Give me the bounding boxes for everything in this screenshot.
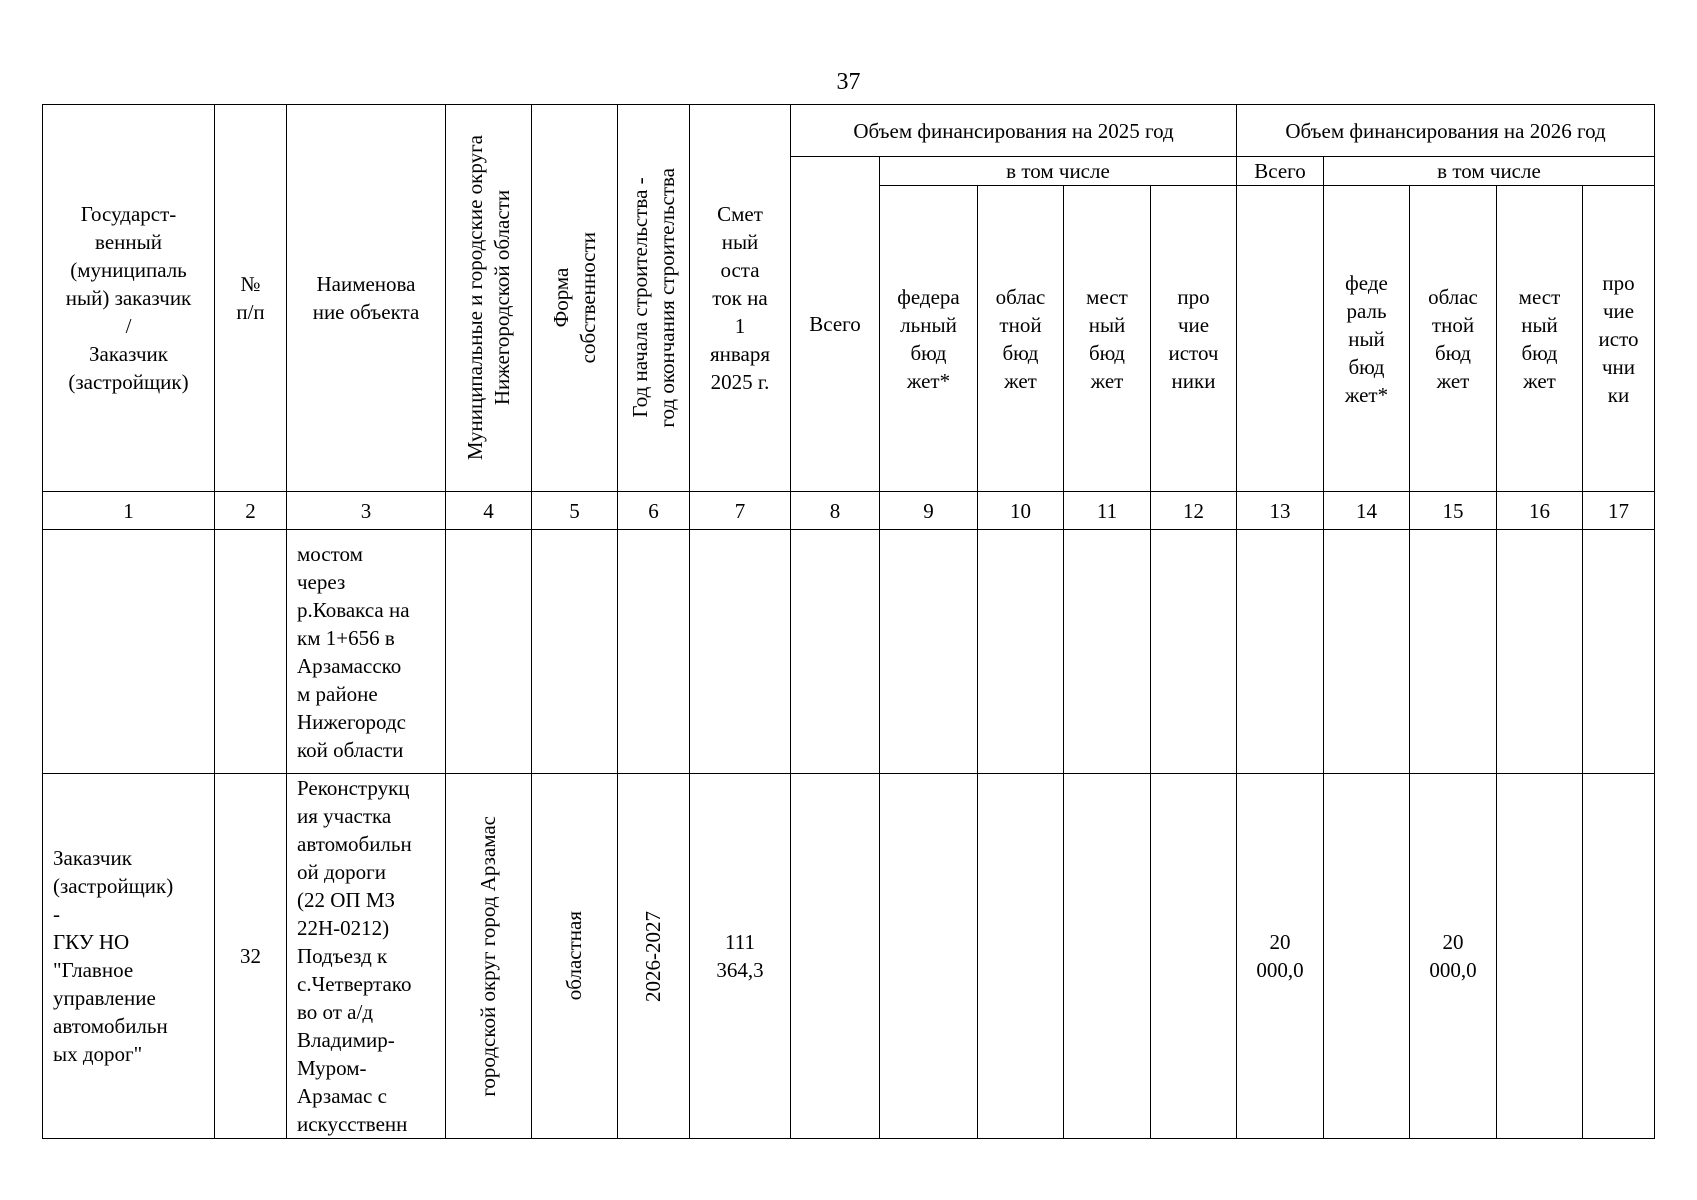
header-years-cell — [618, 105, 690, 492]
column-number: 10 — [978, 492, 1064, 530]
header-ownership-cell — [532, 105, 618, 492]
row-years: 2026-2027 — [641, 910, 665, 1002]
header-fed-2025: федера льный бюд жет* — [880, 186, 978, 492]
header-number: № п/п — [215, 105, 287, 492]
row-years — [618, 530, 690, 774]
column-number: 14 — [1324, 492, 1410, 530]
row-ownership: областная — [562, 911, 586, 1001]
row-fed-2026 — [1324, 530, 1410, 774]
column-number: 17 — [1583, 492, 1655, 530]
header-years: Год начала строительства - год окончания строительства — [627, 168, 679, 428]
row-ownership — [532, 530, 618, 774]
row-district: городской округ город Арзамас — [476, 815, 500, 1097]
row-total-2025 — [791, 774, 880, 1139]
row-object-name: Реконструкц ия участка автомобильн ой дороги (22 ОП МЗ 22Н-0212) Подъезд к с.Четвертако во от а/д Владимир- Муром- Арзамас с искусственн — [287, 774, 446, 1139]
page-number: 37 — [836, 69, 861, 95]
row-reg-2026 — [1410, 530, 1497, 774]
header-group-2025: Объем финансирования на 2025 год — [791, 105, 1237, 157]
column-number: 6 — [618, 492, 690, 530]
header-total-2026: Всего — [1237, 157, 1324, 186]
row-reg-2025 — [978, 774, 1064, 1139]
header-reg-2026: облас тной бюд жет — [1410, 186, 1497, 492]
row-oth-2025 — [1151, 530, 1237, 774]
row-number: 32 — [215, 774, 287, 1139]
column-number: 13 — [1237, 492, 1324, 530]
header-total-2025: Всего — [791, 157, 880, 492]
column-number: 12 — [1151, 492, 1237, 530]
header-loc-2025: мест ный бюд жет — [1064, 186, 1151, 492]
table-row — [43, 774, 1655, 1139]
row-ownership-cell — [532, 774, 618, 1139]
row-total-2025 — [791, 530, 880, 774]
column-number: 2 — [215, 492, 287, 530]
row-fed-2025 — [880, 774, 978, 1139]
header-group-2026: Объем финансирования на 2026 год — [1237, 105, 1655, 157]
row-reg-2026: 20 000,0 — [1410, 774, 1497, 1139]
header-remainder: Смет ный оста ток на 1 января 2025 г. — [690, 105, 791, 492]
row-district — [446, 530, 532, 774]
column-number-row — [43, 492, 1655, 530]
row-loc-2026 — [1497, 774, 1583, 1139]
header-total-2026-spacer — [1237, 186, 1324, 492]
column-number: 16 — [1497, 492, 1583, 530]
row-customer — [43, 530, 215, 774]
header-ownership: Форма собственности — [548, 232, 600, 364]
row-oth-2025 — [1151, 774, 1237, 1139]
row-oth-2026 — [1583, 530, 1655, 774]
header-oth-2026: про чие исто чни ки — [1583, 186, 1655, 492]
row-years-cell — [618, 774, 690, 1139]
header-reg-2025: облас тной бюд жет — [978, 186, 1064, 492]
investment-table — [42, 104, 1655, 1139]
header-oth-2025: про чие источ ники — [1151, 186, 1237, 492]
row-customer: Заказчик (застройщик) - ГКУ НО "Главное управление автомобильн ых дорог" — [43, 774, 215, 1139]
column-number: 3 — [287, 492, 446, 530]
row-loc-2025 — [1064, 774, 1151, 1139]
column-number: 1 — [43, 492, 215, 530]
header-district: Муниципальные и городские округа Нижегородской области — [462, 135, 514, 461]
row-object-name: мостом через р.Ковакса на км 1+656 в Арзамасско м районе Нижегородс кой области — [287, 530, 446, 774]
header-customer: Государст- венный (муниципаль ный) заказчик / Заказчик (застройщик) — [43, 105, 215, 492]
row-remainder: 111 364,3 — [690, 774, 791, 1139]
row-reg-2025 — [978, 530, 1064, 774]
column-number: 5 — [532, 492, 618, 530]
row-remainder — [690, 530, 791, 774]
row-total-2026: 20 000,0 — [1237, 774, 1324, 1139]
row-fed-2026 — [1324, 774, 1410, 1139]
header-fed-2026: феде раль ный бюд жет* — [1324, 186, 1410, 492]
row-number — [215, 530, 287, 774]
row-district-cell — [446, 774, 532, 1139]
header-loc-2026: мест ный бюд жет — [1497, 186, 1583, 492]
row-loc-2026 — [1497, 530, 1583, 774]
column-number: 9 — [880, 492, 978, 530]
row-total-2026 — [1237, 530, 1324, 774]
table-row — [43, 530, 1655, 774]
header-district-cell — [446, 105, 532, 492]
row-oth-2026 — [1583, 774, 1655, 1139]
column-number: 15 — [1410, 492, 1497, 530]
column-number: 8 — [791, 492, 880, 530]
column-number: 11 — [1064, 492, 1151, 530]
column-number: 7 — [690, 492, 791, 530]
column-number: 4 — [446, 492, 532, 530]
row-fed-2025 — [880, 530, 978, 774]
header-incl-2025: в том числе — [880, 157, 1237, 186]
header-object-name: Наименова ние объекта — [287, 105, 446, 492]
row-loc-2025 — [1064, 530, 1151, 774]
header-incl-2026: в том числе — [1324, 157, 1655, 186]
